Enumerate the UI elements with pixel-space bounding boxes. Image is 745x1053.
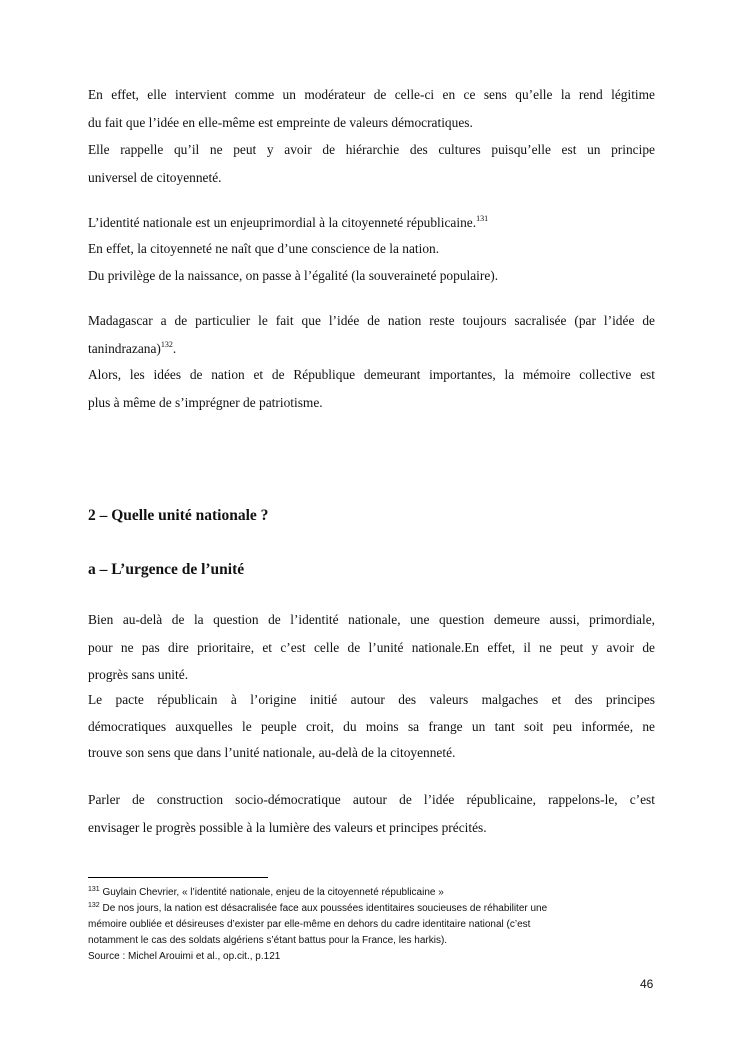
text: tanindrazana) xyxy=(88,341,161,356)
footnote-ref[interactable]: 132 xyxy=(160,340,173,349)
footnote-131 xyxy=(88,887,444,899)
text-line: Le pacte républicain à l’origine initié autour des valeurs malgaches et des principes xyxy=(88,692,655,707)
text-line: Parler de construction socio-démocratique autour de l’idée républicaine, rappelons-le, c’est xyxy=(88,792,655,807)
text-line: Alors, les idées de nation et de République demeurant importantes, la mémoire collective est xyxy=(88,367,655,382)
text-line: trouve son sens que dans l’unité nationale, au-delà de la citoyenneté. xyxy=(88,745,456,760)
text-line: plus à même de s’imprégner de patriotisme. xyxy=(88,395,323,410)
text: . xyxy=(172,341,177,356)
text-line: Madagascar a de particulier le fait que l’idée de nation reste toujours sacralisée (par l’idée de xyxy=(88,313,655,328)
footnote-number: 132 xyxy=(88,902,100,909)
text-line: pour ne pas dire prioritaire, et c’est celle de l’unité nationale.En effet, il ne peut y avoir de xyxy=(88,640,655,655)
footnote-ref[interactable]: 131 xyxy=(476,214,489,223)
text-line: universel de citoyenneté. xyxy=(88,170,222,185)
text-line: du fait que l’idée en elle-même est empreinte de valeurs démocratiques. xyxy=(88,115,473,130)
footnote-text: mémoire oubliée et désireuses d’exister par elle-même en dehors du cadre identitaire national (c’est xyxy=(88,919,531,930)
text-line: progrès sans unité. xyxy=(88,667,189,682)
text-line: démocratiques auxquelles le peuple croit, du moins sa frange un tant soit peu informée, ne xyxy=(88,719,655,734)
text-line xyxy=(88,341,655,357)
footnote-text: notamment le cas des soldats algériens s’étant battus pour la France, les harkis). xyxy=(88,935,448,946)
text-line: envisager le progrès possible à la lumière des valeurs et principes précités. xyxy=(88,820,487,835)
text: L’identité nationale est un enjeuprimordial à la citoyenneté républicaine. xyxy=(88,215,477,230)
page-number: 46 xyxy=(640,977,654,991)
section-heading: 2 – Quelle unité nationale ? xyxy=(88,507,269,524)
footnote-source: Source : Michel Arouimi et al., op.cit., p.121 xyxy=(88,951,281,962)
subsection-heading: a – L’urgence de l’unité xyxy=(88,561,245,578)
text-line xyxy=(88,215,655,231)
text-line: En effet, la citoyenneté ne naît que d’une conscience de la nation. xyxy=(88,241,440,256)
text-line: Du privilège de la naissance, on passe à l’égalité (la souveraineté populaire). xyxy=(88,268,499,283)
footnote-text: De nos jours, la nation est désacralisée face aux poussées identitaires soucieuses de réhabiliter une xyxy=(102,903,548,914)
text-line: Bien au-delà de la question de l’identité nationale, une question demeure aussi, primordiale, xyxy=(88,612,655,627)
text-line: En effet, elle intervient comme un modérateur de celle-ci en ce sens qu’elle la rend légitime xyxy=(88,87,655,102)
footnote-separator xyxy=(88,877,268,878)
footnote-132 xyxy=(88,903,547,915)
footnote-number: 131 xyxy=(88,886,100,893)
text-line: Elle rappelle qu’il ne peut y avoir de hiérarchie des cultures puisqu’elle est un principe xyxy=(88,142,655,157)
footnote-text: Guylain Chevrier, « l’identité nationale, enjeu de la citoyenneté républicaine » xyxy=(102,887,444,898)
